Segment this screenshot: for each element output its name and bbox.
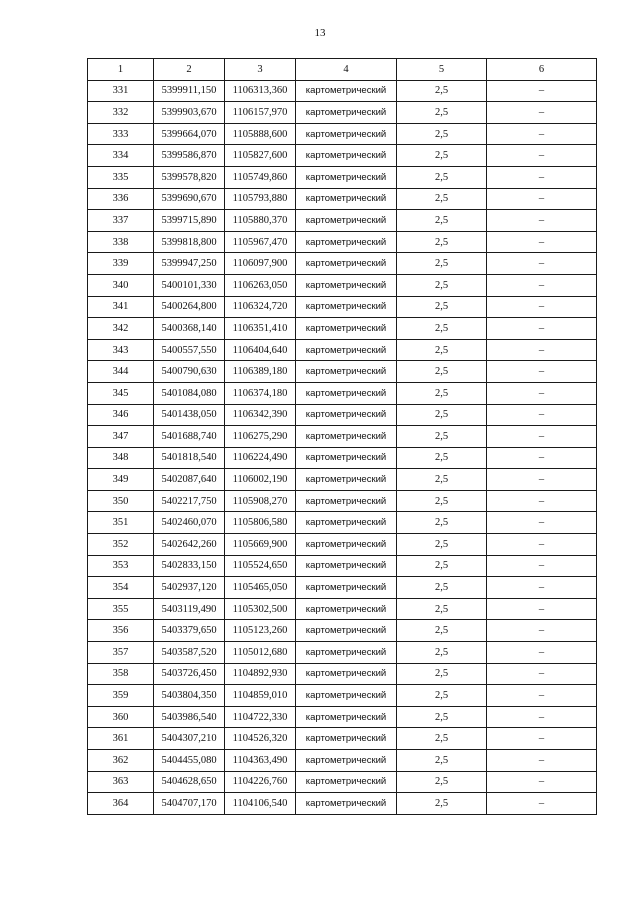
- method-cell: картометрический: [296, 706, 397, 728]
- point-number-cell: 349: [88, 469, 154, 491]
- point-number-cell: 359: [88, 685, 154, 707]
- method-cell: картометрический: [296, 188, 397, 210]
- description-cell: –: [487, 620, 597, 642]
- description-cell: –: [487, 145, 597, 167]
- method-cell: картометрический: [296, 123, 397, 145]
- table-row: [88, 102, 597, 124]
- table-row: [88, 145, 597, 167]
- accuracy-cell: 2,5: [397, 685, 487, 707]
- y-coordinate-cell: 1105880,370: [225, 210, 296, 232]
- y-coordinate-cell: 1106097,900: [225, 253, 296, 275]
- description-cell: –: [487, 534, 597, 556]
- point-number-cell: 351: [88, 512, 154, 534]
- x-coordinate-cell: 5403986,540: [154, 706, 225, 728]
- description-cell: –: [487, 490, 597, 512]
- method-cell: картометрический: [296, 102, 397, 124]
- column-header: 5: [397, 59, 487, 81]
- x-coordinate-cell: 5401438,050: [154, 404, 225, 426]
- page-number: 13: [314, 27, 326, 39]
- table-row: [88, 706, 597, 728]
- point-number-cell: 363: [88, 771, 154, 793]
- table-row: [88, 253, 597, 275]
- x-coordinate-cell: 5401084,080: [154, 382, 225, 404]
- description-cell: –: [487, 685, 597, 707]
- description-cell: –: [487, 642, 597, 664]
- x-coordinate-cell: 5404628,650: [154, 771, 225, 793]
- table-header-row: [88, 59, 597, 81]
- description-cell: –: [487, 598, 597, 620]
- table-row: [88, 555, 597, 577]
- method-cell: картометрический: [296, 339, 397, 361]
- accuracy-cell: 2,5: [397, 296, 487, 318]
- accuracy-cell: 2,5: [397, 253, 487, 275]
- y-coordinate-cell: 1105749,860: [225, 166, 296, 188]
- y-coordinate-cell: 1104722,330: [225, 706, 296, 728]
- point-number-cell: 354: [88, 577, 154, 599]
- y-coordinate-cell: 1105908,270: [225, 490, 296, 512]
- y-coordinate-cell: 1105012,680: [225, 642, 296, 664]
- accuracy-cell: 2,5: [397, 598, 487, 620]
- point-number-cell: 356: [88, 620, 154, 642]
- table-row: [88, 750, 597, 772]
- method-cell: картометрический: [296, 274, 397, 296]
- accuracy-cell: 2,5: [397, 490, 487, 512]
- method-cell: картометрический: [296, 620, 397, 642]
- accuracy-cell: 2,5: [397, 102, 487, 124]
- description-cell: –: [487, 555, 597, 577]
- point-number-cell: 341: [88, 296, 154, 318]
- x-coordinate-cell: 5402937,120: [154, 577, 225, 599]
- point-number-cell: 334: [88, 145, 154, 167]
- accuracy-cell: 2,5: [397, 620, 487, 642]
- point-number-cell: 345: [88, 382, 154, 404]
- y-coordinate-cell: 1104363,490: [225, 750, 296, 772]
- method-cell: картометрический: [296, 512, 397, 534]
- point-number-cell: 362: [88, 750, 154, 772]
- point-number-cell: 344: [88, 361, 154, 383]
- description-cell: –: [487, 296, 597, 318]
- description-cell: –: [487, 188, 597, 210]
- column-header: 3: [225, 59, 296, 81]
- x-coordinate-cell: 5400790,630: [154, 361, 225, 383]
- description-cell: –: [487, 404, 597, 426]
- method-cell: картометрический: [296, 447, 397, 469]
- x-coordinate-cell: 5399818,800: [154, 231, 225, 253]
- x-coordinate-cell: 5403726,450: [154, 663, 225, 685]
- description-cell: –: [487, 793, 597, 815]
- accuracy-cell: 2,5: [397, 80, 487, 102]
- table-row: [88, 469, 597, 491]
- x-coordinate-cell: 5402642,260: [154, 534, 225, 556]
- accuracy-cell: 2,5: [397, 555, 487, 577]
- description-cell: –: [487, 253, 597, 275]
- method-cell: картометрический: [296, 318, 397, 340]
- y-coordinate-cell: 1106002,190: [225, 469, 296, 491]
- table-row: [88, 382, 597, 404]
- x-coordinate-cell: 5403804,350: [154, 685, 225, 707]
- method-cell: картометрический: [296, 685, 397, 707]
- description-cell: –: [487, 663, 597, 685]
- table-row: [88, 663, 597, 685]
- point-number-cell: 361: [88, 728, 154, 750]
- accuracy-cell: 2,5: [397, 274, 487, 296]
- accuracy-cell: 2,5: [397, 771, 487, 793]
- point-number-cell: 340: [88, 274, 154, 296]
- y-coordinate-cell: 1104892,930: [225, 663, 296, 685]
- accuracy-cell: 2,5: [397, 469, 487, 491]
- x-coordinate-cell: 5401818,540: [154, 447, 225, 469]
- accuracy-cell: 2,5: [397, 188, 487, 210]
- method-cell: картометрический: [296, 231, 397, 253]
- x-coordinate-cell: 5403379,650: [154, 620, 225, 642]
- accuracy-cell: 2,5: [397, 447, 487, 469]
- y-coordinate-cell: 1106404,640: [225, 339, 296, 361]
- point-number-cell: 338: [88, 231, 154, 253]
- accuracy-cell: 2,5: [397, 642, 487, 664]
- table-row: [88, 642, 597, 664]
- description-cell: –: [487, 166, 597, 188]
- method-cell: картометрический: [296, 426, 397, 448]
- method-cell: картометрический: [296, 598, 397, 620]
- method-cell: картометрический: [296, 166, 397, 188]
- table-row: [88, 426, 597, 448]
- y-coordinate-cell: 1106224,490: [225, 447, 296, 469]
- y-coordinate-cell: 1106389,180: [225, 361, 296, 383]
- point-number-cell: 343: [88, 339, 154, 361]
- method-cell: картометрический: [296, 253, 397, 275]
- x-coordinate-cell: 5399578,820: [154, 166, 225, 188]
- description-cell: –: [487, 447, 597, 469]
- method-cell: картометрический: [296, 771, 397, 793]
- accuracy-cell: 2,5: [397, 728, 487, 750]
- point-number-cell: 347: [88, 426, 154, 448]
- point-number-cell: 333: [88, 123, 154, 145]
- point-number-cell: 355: [88, 598, 154, 620]
- accuracy-cell: 2,5: [397, 404, 487, 426]
- accuracy-cell: 2,5: [397, 534, 487, 556]
- point-number-cell: 346: [88, 404, 154, 426]
- x-coordinate-cell: 5399690,670: [154, 188, 225, 210]
- description-cell: –: [487, 728, 597, 750]
- method-cell: картометрический: [296, 577, 397, 599]
- method-cell: картометрический: [296, 728, 397, 750]
- x-coordinate-cell: 5399911,150: [154, 80, 225, 102]
- method-cell: картометрический: [296, 663, 397, 685]
- table-row: [88, 728, 597, 750]
- description-cell: –: [487, 210, 597, 232]
- description-cell: –: [487, 771, 597, 793]
- x-coordinate-cell: 5400557,550: [154, 339, 225, 361]
- x-coordinate-cell: 5399586,870: [154, 145, 225, 167]
- table-row: [88, 771, 597, 793]
- y-coordinate-cell: 1106275,290: [225, 426, 296, 448]
- x-coordinate-cell: 5400368,140: [154, 318, 225, 340]
- y-coordinate-cell: 1106157,970: [225, 102, 296, 124]
- accuracy-cell: 2,5: [397, 793, 487, 815]
- table-row: [88, 188, 597, 210]
- accuracy-cell: 2,5: [397, 210, 487, 232]
- column-header: 2: [154, 59, 225, 81]
- accuracy-cell: 2,5: [397, 145, 487, 167]
- x-coordinate-cell: 5399715,890: [154, 210, 225, 232]
- method-cell: картометрический: [296, 404, 397, 426]
- y-coordinate-cell: 1105302,500: [225, 598, 296, 620]
- method-cell: картометрический: [296, 145, 397, 167]
- table-row: [88, 577, 597, 599]
- method-cell: картометрический: [296, 361, 397, 383]
- x-coordinate-cell: 5403587,520: [154, 642, 225, 664]
- point-number-cell: 342: [88, 318, 154, 340]
- point-number-cell: 350: [88, 490, 154, 512]
- y-coordinate-cell: 1106342,390: [225, 404, 296, 426]
- y-coordinate-cell: 1104859,010: [225, 685, 296, 707]
- point-number-cell: 353: [88, 555, 154, 577]
- x-coordinate-cell: 5402460,070: [154, 512, 225, 534]
- accuracy-cell: 2,5: [397, 318, 487, 340]
- method-cell: картометрический: [296, 642, 397, 664]
- y-coordinate-cell: 1105123,260: [225, 620, 296, 642]
- y-coordinate-cell: 1104106,540: [225, 793, 296, 815]
- accuracy-cell: 2,5: [397, 663, 487, 685]
- x-coordinate-cell: 5399947,250: [154, 253, 225, 275]
- table-row: [88, 620, 597, 642]
- accuracy-cell: 2,5: [397, 339, 487, 361]
- y-coordinate-cell: 1106324,720: [225, 296, 296, 318]
- method-cell: картометрический: [296, 80, 397, 102]
- description-cell: –: [487, 469, 597, 491]
- column-header: 1: [88, 59, 154, 81]
- table-row: [88, 598, 597, 620]
- y-coordinate-cell: 1104526,320: [225, 728, 296, 750]
- method-cell: картометрический: [296, 750, 397, 772]
- description-cell: –: [487, 750, 597, 772]
- method-cell: картометрический: [296, 382, 397, 404]
- table-row: [88, 361, 597, 383]
- table-row: [88, 490, 597, 512]
- description-cell: –: [487, 80, 597, 102]
- accuracy-cell: 2,5: [397, 577, 487, 599]
- x-coordinate-cell: 5400264,800: [154, 296, 225, 318]
- description-cell: –: [487, 274, 597, 296]
- accuracy-cell: 2,5: [397, 166, 487, 188]
- accuracy-cell: 2,5: [397, 512, 487, 534]
- accuracy-cell: 2,5: [397, 382, 487, 404]
- description-cell: –: [487, 318, 597, 340]
- description-cell: –: [487, 123, 597, 145]
- accuracy-cell: 2,5: [397, 123, 487, 145]
- x-coordinate-cell: 5403119,490: [154, 598, 225, 620]
- point-number-cell: 358: [88, 663, 154, 685]
- x-coordinate-cell: 5402217,750: [154, 490, 225, 512]
- x-coordinate-cell: 5404707,170: [154, 793, 225, 815]
- description-cell: –: [487, 339, 597, 361]
- table-row: [88, 339, 597, 361]
- table-row: [88, 793, 597, 815]
- description-cell: –: [487, 512, 597, 534]
- point-number-cell: 337: [88, 210, 154, 232]
- description-cell: –: [487, 382, 597, 404]
- description-cell: –: [487, 231, 597, 253]
- point-number-cell: 352: [88, 534, 154, 556]
- description-cell: –: [487, 577, 597, 599]
- y-coordinate-cell: 1105827,600: [225, 145, 296, 167]
- y-coordinate-cell: 1104226,760: [225, 771, 296, 793]
- accuracy-cell: 2,5: [397, 231, 487, 253]
- x-coordinate-cell: 5402087,640: [154, 469, 225, 491]
- method-cell: картометрический: [296, 296, 397, 318]
- accuracy-cell: 2,5: [397, 426, 487, 448]
- point-number-cell: 332: [88, 102, 154, 124]
- description-cell: –: [487, 426, 597, 448]
- table-row: [88, 296, 597, 318]
- coordinates-table: [87, 58, 597, 815]
- y-coordinate-cell: 1105793,880: [225, 188, 296, 210]
- column-header: 6: [487, 59, 597, 81]
- point-number-cell: 336: [88, 188, 154, 210]
- y-coordinate-cell: 1105806,580: [225, 512, 296, 534]
- point-number-cell: 331: [88, 80, 154, 102]
- description-cell: –: [487, 361, 597, 383]
- table-row: [88, 534, 597, 556]
- y-coordinate-cell: 1105669,900: [225, 534, 296, 556]
- description-cell: –: [487, 706, 597, 728]
- y-coordinate-cell: 1105967,470: [225, 231, 296, 253]
- x-coordinate-cell: 5400101,330: [154, 274, 225, 296]
- x-coordinate-cell: 5401688,740: [154, 426, 225, 448]
- table-row: [88, 318, 597, 340]
- method-cell: картометрический: [296, 210, 397, 232]
- table-row: [88, 447, 597, 469]
- table-row: [88, 123, 597, 145]
- method-cell: картометрический: [296, 534, 397, 556]
- method-cell: картометрический: [296, 490, 397, 512]
- table-row: [88, 404, 597, 426]
- y-coordinate-cell: 1106351,410: [225, 318, 296, 340]
- y-coordinate-cell: 1106313,360: [225, 80, 296, 102]
- x-coordinate-cell: 5399903,670: [154, 102, 225, 124]
- point-number-cell: 348: [88, 447, 154, 469]
- table-row: [88, 166, 597, 188]
- description-cell: –: [487, 102, 597, 124]
- point-number-cell: 357: [88, 642, 154, 664]
- table-row: [88, 231, 597, 253]
- method-cell: картометрический: [296, 469, 397, 491]
- table-body: [88, 80, 597, 814]
- table-row: [88, 274, 597, 296]
- point-number-cell: 360: [88, 706, 154, 728]
- y-coordinate-cell: 1105524,650: [225, 555, 296, 577]
- point-number-cell: 364: [88, 793, 154, 815]
- x-coordinate-cell: 5402833,150: [154, 555, 225, 577]
- table-row: [88, 80, 597, 102]
- method-cell: картометрический: [296, 793, 397, 815]
- column-header: 4: [296, 59, 397, 81]
- accuracy-cell: 2,5: [397, 361, 487, 383]
- x-coordinate-cell: 5404455,080: [154, 750, 225, 772]
- table-row: [88, 210, 597, 232]
- point-number-cell: 339: [88, 253, 154, 275]
- method-cell: картометрический: [296, 555, 397, 577]
- y-coordinate-cell: 1106263,050: [225, 274, 296, 296]
- y-coordinate-cell: 1106374,180: [225, 382, 296, 404]
- table-row: [88, 512, 597, 534]
- accuracy-cell: 2,5: [397, 706, 487, 728]
- y-coordinate-cell: 1105465,050: [225, 577, 296, 599]
- point-number-cell: 335: [88, 166, 154, 188]
- accuracy-cell: 2,5: [397, 750, 487, 772]
- table-row: [88, 685, 597, 707]
- y-coordinate-cell: 1105888,600: [225, 123, 296, 145]
- x-coordinate-cell: 5399664,070: [154, 123, 225, 145]
- x-coordinate-cell: 5404307,210: [154, 728, 225, 750]
